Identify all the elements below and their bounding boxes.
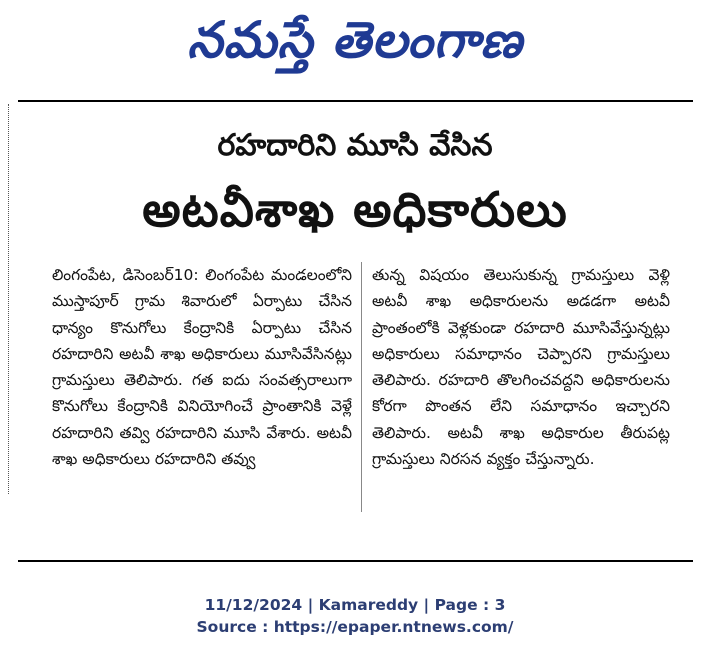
- masthead-logo: నమస్తే తెలంగాణ: [187, 11, 523, 69]
- footer-date-edition: 11/12/2024 | Kamareddy | Page : 3: [204, 596, 506, 614]
- headline-title: అటవీశాఖ అధికారులు: [142, 182, 568, 238]
- article-column-2: తున్న విషయం తెలుసుకున్న గ్రామస్తులు వెళ్లి అటవీ శాఖ అధికారులను అడడగా అటవీ ప్రాంతంలోకి వెళ్లకుండా రహదారి మూసివేస్తున్నట్లు అధికారులు సమాధానం చెప్పారని గ్రామస్తులు తెలిపారు. రహదారి తొలగించవద్దని అధికారులను కోరగా పొంతన లేని సమాధానం ఇచ్చారని తెలిపారు. అటవీ శాఖ అధికారుల తీరుపట్ల గ్రామస్తులు నిరసన వ్యక్తం చేస్తున్నారు.: [372, 266, 670, 469]
- article-column-1: లింగంపేట, డిసెంబర్10: లింగంపేట మండలంలోని ముస్తాపూర్ గ్రామ శివారులో ఏర్పాటు చేసిన ధాన్యం కొనుగోలు కేంద్రానికి ఏర్పాటు చేసిన రహదారిని అటవీ శాఖ అధికారులు మూసివేసినట్లు గ్రామస్తులు తెలిపారు. గత ఐదు సంవత్సరాలుగా కొనుగోలు కేంద్రానికి వినియోగించే ప్రాంతానికి వెళ్లే రహదారిని తవ్వి రహదారిని మూసి వేశారు. అటవీ శాఖ అధికారులు రహదారిని తవ్వు: [52, 266, 352, 469]
- footer-source: Source : https://epaper.ntnews.com/: [196, 618, 514, 636]
- bottom-divider: [18, 560, 693, 562]
- headline-subtitle: రహదారిని మూసి వేసిన: [217, 128, 493, 163]
- column-divider: [361, 262, 362, 512]
- top-divider: [18, 100, 693, 102]
